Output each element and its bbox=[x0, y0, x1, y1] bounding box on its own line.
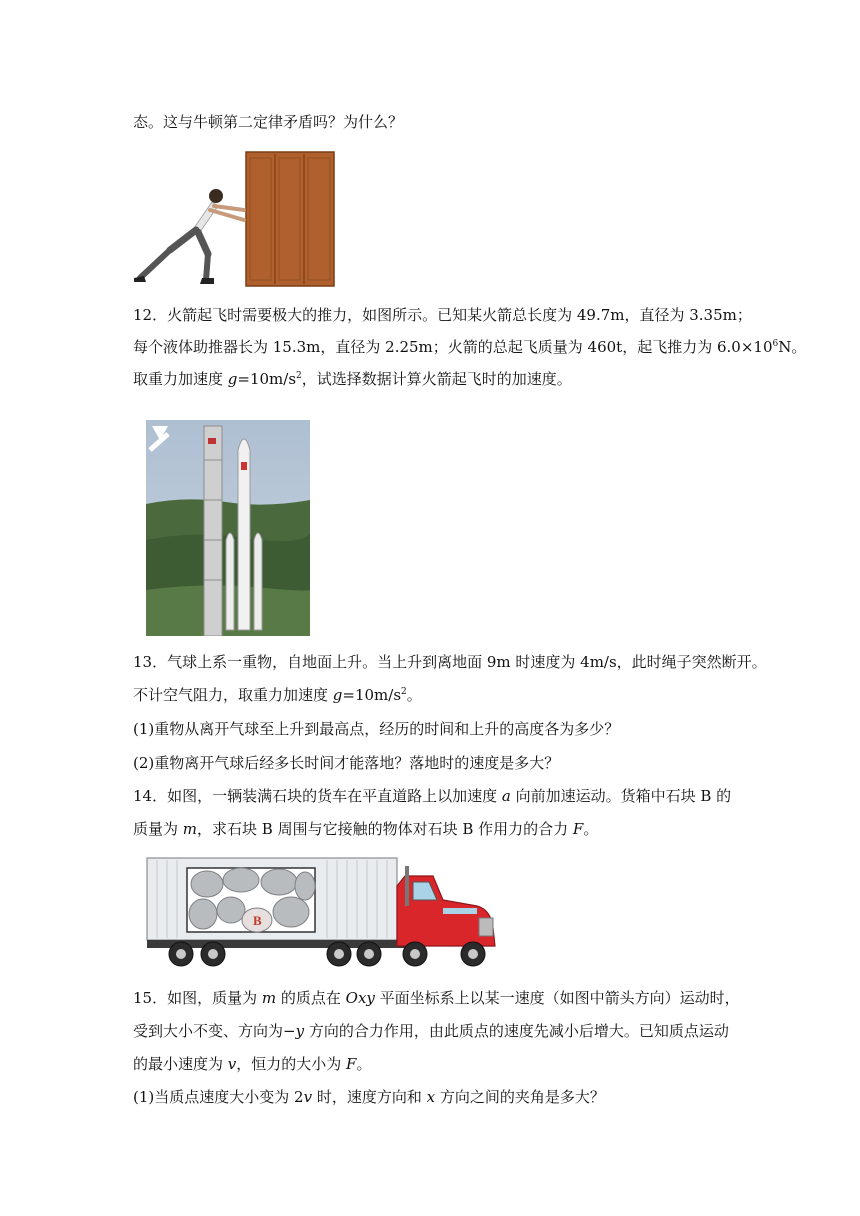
question-12-line-2: 每个液体助推器长为 15.3m，直径为 2.25m；火箭的总起飞质量为 460t，起飞推力为 $6.0\times 10^6N$。 bbox=[133, 338, 807, 356]
launch-tower bbox=[204, 426, 222, 636]
question-13-part-1: (1)重物从离开气球至上升到最高点，经历的时间和上升的高度各为多少？ bbox=[133, 720, 620, 738]
question-12-line-1: 12．火箭起飞时需要极大的推力，如图所示。已知某火箭总长度为 49.7m，直径为 3.35m； bbox=[133, 306, 752, 324]
stone-b-label: B bbox=[253, 913, 262, 928]
question-14-line-2: 质量为 m，求石块 B 周围与它接触的物体对石块 B 作用力的合力 F。 bbox=[133, 820, 599, 838]
text-line-intro: 态。这与牛顿第二定律矛盾吗？为什么？ bbox=[133, 113, 404, 131]
cargo-container bbox=[147, 858, 397, 940]
truck-cab bbox=[397, 866, 495, 946]
question-13-line-1: 13．气球上系一重物，自地面上升。当上升到离地面 9m 时速度为 4m/s，此时绳子突然断开。 bbox=[133, 653, 767, 671]
question-15-line-1: 15．如图，质量为 m 的质点在 Oxy 平面坐标系上以某一速度（如图中箭头方向）运动时， bbox=[133, 989, 740, 1007]
figure-man-pushing-wardrobe bbox=[130, 150, 340, 288]
question-13-part-2: (2)重物离开气球后经多长时间才能落地？落地时的速度是多大？ bbox=[133, 754, 560, 772]
question-12-line-3: 取重力加速度 $g=10m/s^2$，试选择数据计算火箭起飞时的加速度。 bbox=[133, 370, 572, 388]
figure-rocket-launch bbox=[146, 420, 310, 636]
question-13-line-2: 不计空气阻力，取重力加速度 $g=10m/s^2$。 bbox=[133, 686, 422, 704]
question-15-line-3: 的最小速度为 v，恒力的大小为 F。 bbox=[133, 1055, 372, 1073]
question-15-part-1: (1)当质点速度大小变为 2v 时，速度方向和 x 方向之间的夹角是多大？ bbox=[133, 1088, 605, 1106]
question-14-line-1: 14．如图，一辆装满石块的货车在平直道路上以加速度 a 向前加速运动。货箱中石块 B 的 bbox=[133, 787, 732, 805]
question-15-line-2: 受到大小不变、方向为−y 方向的合力作用，由此质点的速度先减小后增大。已知质点运动 bbox=[133, 1022, 729, 1040]
figure-truck-with-stones bbox=[143, 856, 505, 972]
man bbox=[134, 189, 244, 284]
wardrobe bbox=[246, 152, 334, 286]
